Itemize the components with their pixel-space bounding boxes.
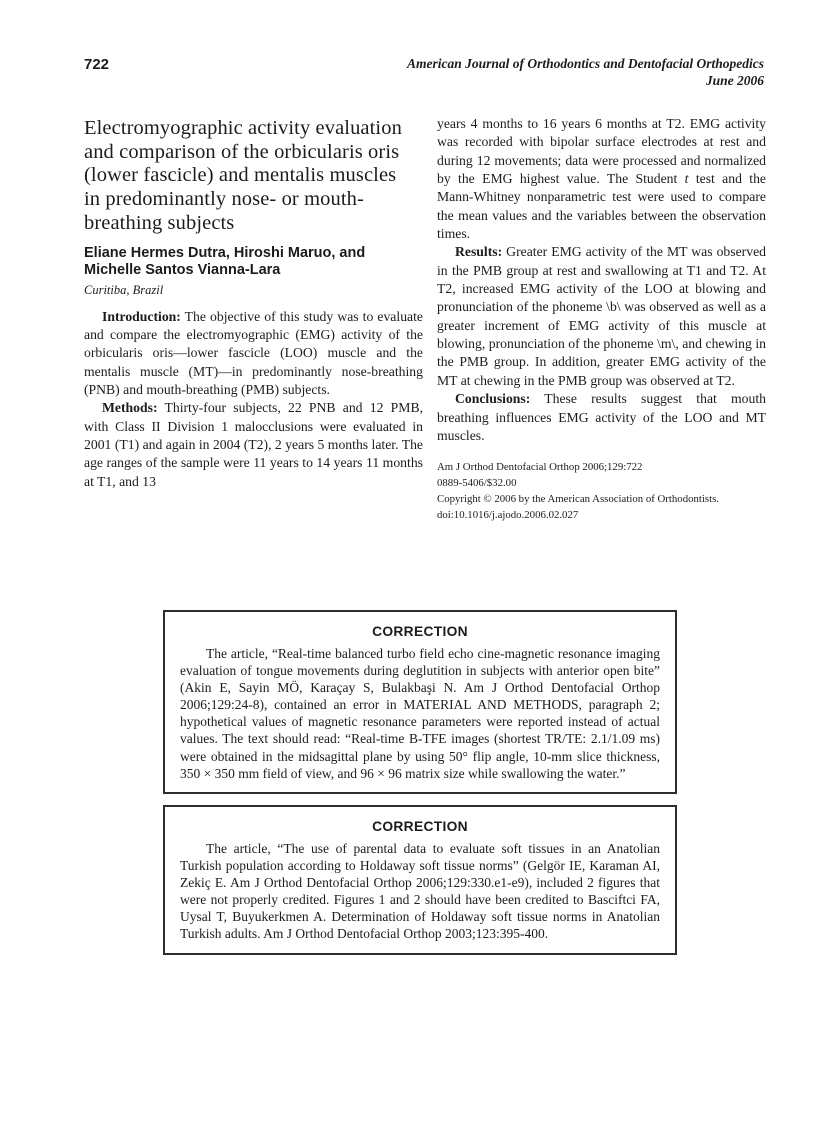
article-title [84,117,423,236]
title-line: breathing subjects [84,211,235,234]
conclusions-text: These results suggest that mouth breathing influences EMG activity of the LOO and MT muscles. [437,391,766,443]
left-column [84,117,423,491]
running-head [84,56,764,89]
journal-info [407,56,764,89]
citation-block [437,460,766,524]
author-names [84,245,423,280]
title-line: in predominantly nose- or mouth- [84,188,364,211]
abstract-conclusions [437,390,766,445]
correction-body: The article, “The use of parental data to evaluate soft tissues in an Anatolian Turkish population according to Holdaway soft tissue norms” (Gelgör IE, Karaman AI, Zekiç E. Am J Orthod Dentofacial Orthop 2006;129:330.e1-e9), included 2 figures that were not properly credited. Figures 1 and 2 should have been credited to Basciftci FA, Uysal T, Buyukerkmen A. Determination of Holdaway soft tissue norms in Anatolian Turkish adults. Am J Orthod Dentofacial Orthop 2003;123:395-400. [180,841,660,942]
citation-issn-price: 0889-5406/$32.00 [437,477,517,490]
results-label: Results: [455,244,503,260]
authors-line: Michelle Santos Vianna-Lara [84,262,281,279]
abstract-introduction [84,308,423,400]
right-column [437,115,766,524]
student-t-italic: t [684,171,689,187]
introduction-text: The objective of this study was to evaluate and compare the electromyographic (EMG) activity of the orbicularis oris—lower fascicle (LOO) muscle and the mentalis muscle (MT)—in predominantly nose-breathing (PNB) and mouth-breathing (PMB) subjects. [84,308,423,397]
abstract-methods-continued [437,115,766,243]
abstract-methods [84,399,423,491]
methods-text-continued-a: years 4 months to 16 years 6 months at T2. EMG activity was recorded with bipolar surface electrodes at rest and during 12 movements; data were processed and normalized by the EMG highest value. The Student [437,116,766,187]
correction-box-2 [163,805,677,955]
citation-copyright: Copyright © 2006 by the American Association of Orthodontists. [437,493,719,505]
journal-title: American Journal of Orthodontics and Dentofacial Orthopedics [406,56,764,71]
results-text: Greater EMG activity of the MT was observed in the PMB group at rest and swallowing at T1 and T2. At T2, increased EMG activity of the LOO at blowing and pronunciation of the phoneme \b\ was observed as well as a greater increment of EMG activity of this muscle at blowing, pronunciation of the phoneme \m\, and chewing in the PMB group. In addition, greater EMG activity of the MT at chewing in the PMB group was observed at T2. [437,244,766,388]
conclusions-label: Conclusions: [455,391,531,407]
methods-text-left: Thirty-four subjects, 22 PNB and 12 PMB, with Class II Division 1 malocclusions were evaluated in 2001 (T1) and again in 2004 (T2), 2 years 5 months later. The age ranges of the sample were 11 years to 14 years 11 months at T1, and 13 [84,400,423,489]
affiliation: Curitiba, Brazil [84,282,164,297]
correction-heading: CORRECTION [372,819,468,834]
methods-text-continued-b: test and the Mann-Whitney nonparametric test were used to compare the mean values and the variables between the observation times. [437,171,766,242]
title-line: and comparison of the orbicularis oris [84,140,400,163]
correction-heading: CORRECTION [372,624,468,639]
methods-label: Methods: [102,400,158,416]
correction-body: The article, “Real-time balanced turbo field echo cine-magnetic resonance imaging evaluation of tongue movements during deglutition in subjects with anterior open bite” (Akin E, Sayin MÖ, Karaçay S, Bulakbaşi N. Am J Orthod Dentofacial Orthop 2006;129:24-8), contained an error in MATERIAL AND METHODS, paragraph 2; hypothetical values of magnetic resonance parameters were reported instead of actual values. The text should read: “Real-time B-TFE images (shortest TR/TE: 2.1/1.09 ms) were obtained in the midsagittal plane by using 50° flip angle, 10-mm slice thickness, 350 × 350 mm field of view, and 96 × 96 matrix size while swallowing the water.” [180,646,660,781]
issue-date: June 2006 [705,72,764,88]
correction-box-1 [163,610,677,794]
page-number: 722 [84,56,110,73]
title-line: (lower fascicle) and mentalis muscles [84,164,397,187]
authors-line: Eliane Hermes Dutra, Hiroshi Maruo, and [84,244,366,261]
abstract-results [437,243,766,390]
citation-doi: doi:10.1016/j.ajodo.2006.02.027 [437,508,579,521]
citation-reference: Am J Orthod Dentofacial Orthop 2006;129:722 [437,461,643,474]
title-line: Electromyographic activity evaluation [84,117,402,139]
introduction-label: Introduction: [102,308,181,324]
